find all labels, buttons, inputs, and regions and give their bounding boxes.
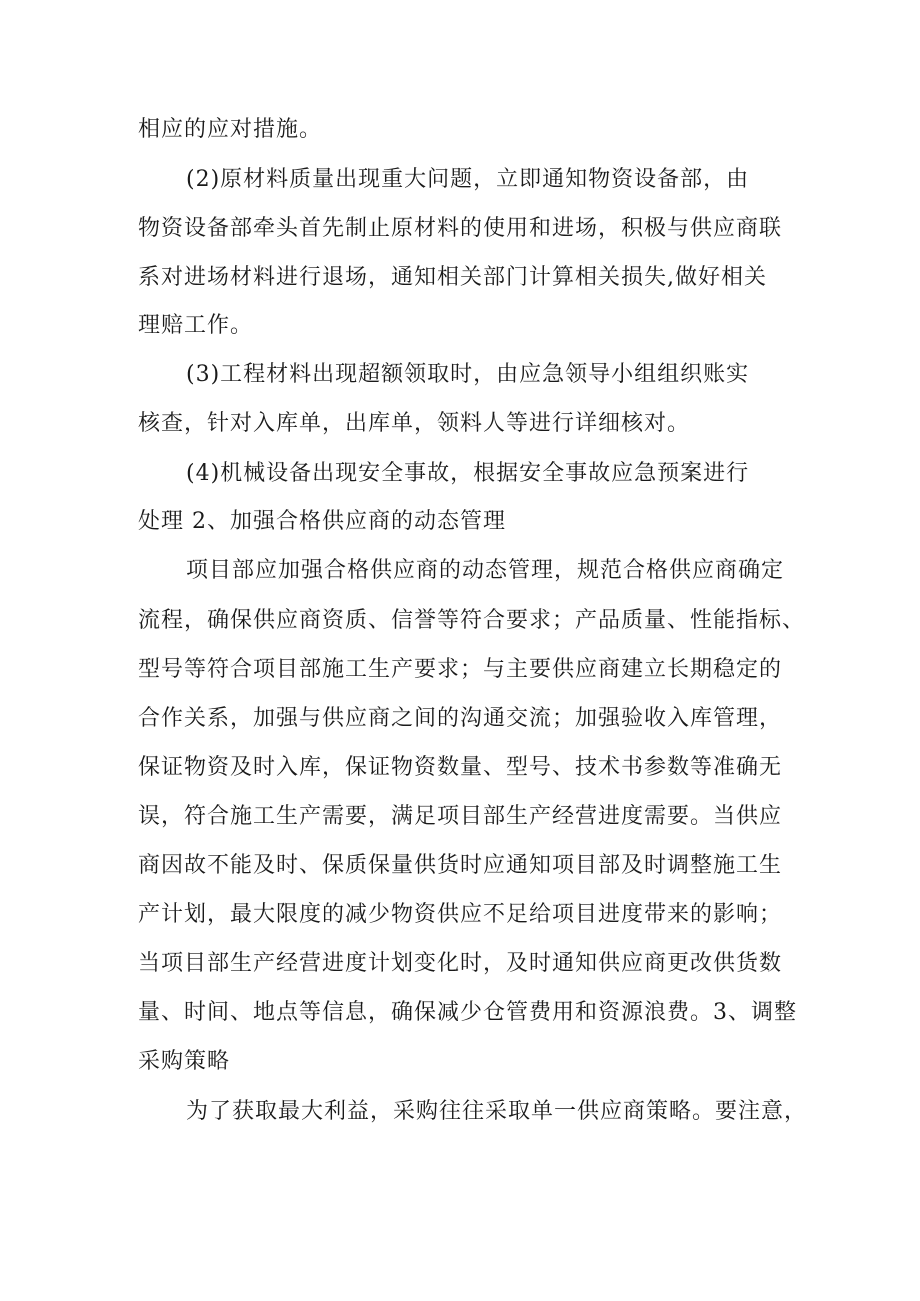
text-line: 为了获取最大利益，采购往往采取单一供应商策略。要注意， [186, 1099, 808, 1124]
text-line: 物资设备部牵头首先制止原材料的使用和进场，积极与供应商联 [138, 216, 783, 241]
section-heading: 采购策略 [138, 1049, 231, 1074]
text-line: (4)机械设备出现安全事故，根据安全事故应急预案进行 [186, 461, 750, 486]
text-line: 当项目部生产经营进度计划变化时，及时通知供应商更改供货数 [138, 951, 783, 976]
text-line: 产计划，最大限度的减少物资供应不足给项目进度带来的影响； [138, 902, 783, 927]
text-line: 项目部应加强合格供应商的动态管理，规范合格供应商确定 [186, 558, 785, 583]
text-line: (3)工程材料出现超额领取时，由应急领导小组组织账实 [186, 362, 750, 387]
text-line: 误，符合施工生产需要，满足项目部生产经营进度需要。当供应 [138, 804, 783, 829]
text-line: 商因故不能及时、保质保量供货时应通知项目部及时调整施工生 [138, 853, 783, 878]
text-line: 系对进场材料进行退场，通知相关部门计算相关损失,做好相关 [138, 265, 767, 290]
text-line: 相应的应对措施。 [138, 117, 323, 142]
text-line: 保证物资及时入库，保证物资数量、型号、技术书参数等准确无 [138, 755, 783, 780]
text-line: 型号等符合项目部施工生产要求；与主要供应商建立长期稳定的 [138, 657, 783, 682]
text-line: 量、时间、地点等信息，确保减少仓管费用和资源浪费。3、调整 [138, 1000, 797, 1025]
text-line: 理赔工作。 [138, 313, 254, 338]
section-heading: 处理 2、加强合格供应商的动态管理 [138, 509, 506, 534]
text-line: 合作关系，加强与供应商之间的沟通交流；加强验收入库管理， [138, 706, 783, 731]
text-line: 核查，针对入库单，出库单，领料人等进行详细核对。 [138, 411, 691, 436]
text-line: 流程，确保供应商资质、信誉等符合要求；产品质量、性能指标、 [138, 608, 806, 633]
text-line: (2)原材料质量出现重大问题，立即通知物资设备部，由 [186, 167, 750, 192]
